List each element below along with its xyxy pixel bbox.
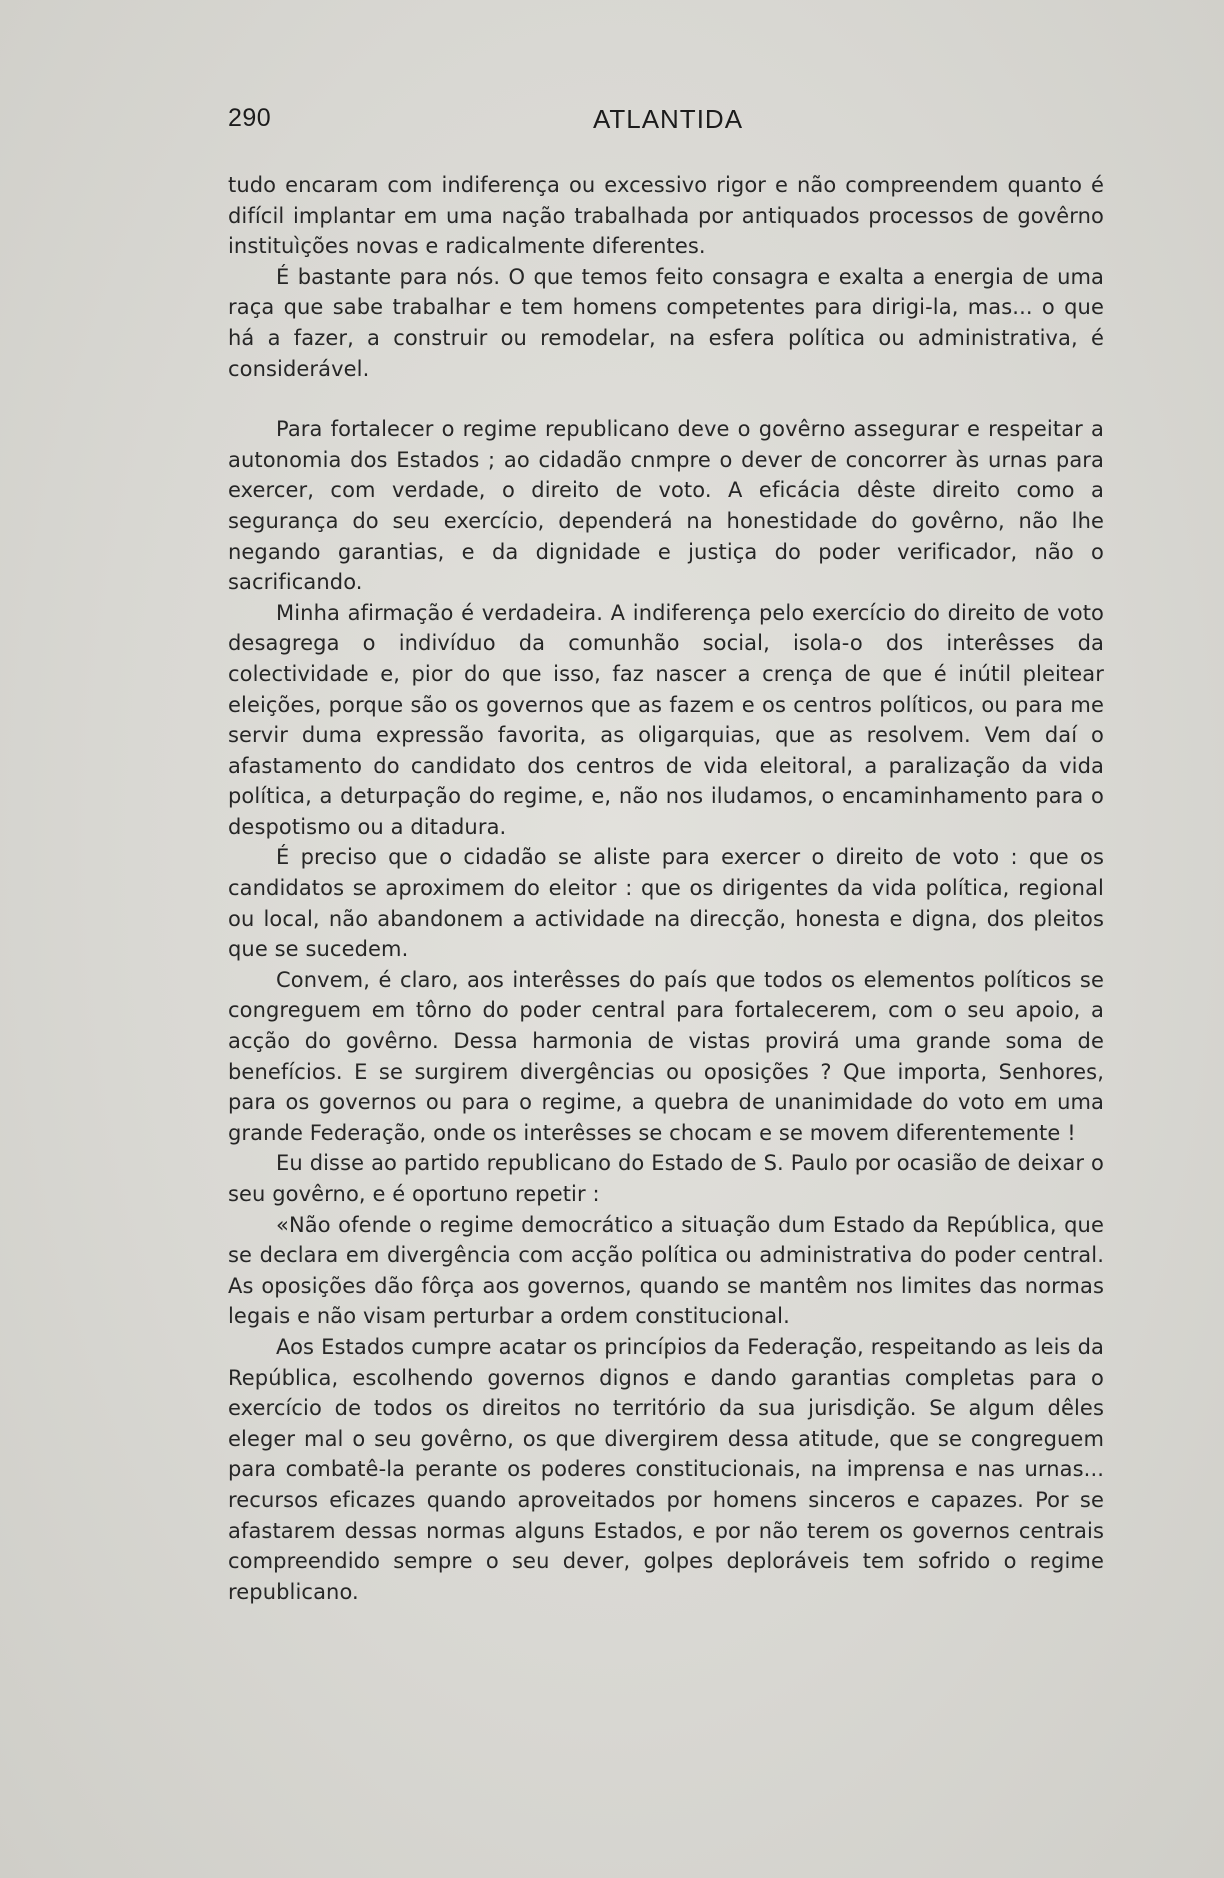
paragraph-2: É bastante para nós. O que temos feito consagra e exalta a energia de uma raça que sabe trabalhar e tem homens competentes para dirigi-la, mas... o que há a fazer, a construir ou remodelar, na esfera política ou administrativa, é considerável. bbox=[228, 264, 1104, 381]
running-title: ATLANTIDA bbox=[592, 104, 744, 134]
paragraph-9: Aos Estados cumpre acatar os princípios da Federação, respeitando as leis da República, escolhendo governos dignos e dando garantias completas para o exercício de todos os direitos no território da sua jurisdição. Se algum dêles eleger mal o seu govêrno, os que divergirem dessa atitude, que se congreguem para combatê-la perante os poderes constitucionais, na imprensa e nas urnas... recursos eficazes quando aproveitados por homens sinceros e capazes. Por se afastarem dessas normas alguns Estados, e por não terem os governos centrais compreendido sempre o seu dever, golpes deploráveis tem sofrido o regime republicano. bbox=[228, 1334, 1104, 1604]
page-header bbox=[228, 104, 1108, 140]
page-number: 290 bbox=[228, 104, 272, 132]
paragraph-8-quotation: «Não ofende o regime democrático a situação dum Estado da República, que se declara em divergência com acção política ou administrativa do poder central. As oposições dão fôrça aos governos, quando se mantêm nos limites das normas legais e não visam perturbar a ordem constitucional. bbox=[228, 1212, 1104, 1329]
paragraph-7: Eu disse ao partido republicano do Estado de S. Paulo por ocasião de deixar o seu govêrno, e é oportuno repetir : bbox=[228, 1151, 1104, 1206]
body-text bbox=[228, 170, 1104, 1607]
paragraph-1: tudo encaram com indiferença ou excessivo rigor e não compreendem quanto é difícil implantar em uma nação trabalhada por antiquados processos de govêrno instituìções novas e radicalmente diferentes. bbox=[228, 173, 1104, 259]
paragraph-3: Para fortalecer o regime republicano deve o govêrno assegurar e respeitar a autonomia dos Estados ; ao cidadão cnmpre o dever de concorrer às urnas para exercer, com verdade, o direito de voto. A eficácia dêste direito como a segurança do seu exercício, dependerá na honestidade do govêrno, não lhe negando garantias, e da dignidade e justiça do poder verificador, não o sacrificando. bbox=[228, 417, 1104, 595]
paragraph-4: Minha afirmação é verdadeira. A indiferença pelo exercício do direito de voto desagrega o indivíduo da comunhão social, isola-o dos interêsses da colectividade e, pior do que isso, faz nascer a crença de que é inútil pleitear eleições, porque são os governos que as fazem e os centros políticos, ou para me servir duma expressão favorita, as oligarquias, que as resolvem. Vem daí o afastamento do candidato dos centros de vida eleitoral, a paralização da vida política, a deturpação do regime, e, não nos iludamos, o encaminhamento para o despotismo ou a ditadura. bbox=[228, 600, 1104, 839]
paragraph-5: É preciso que o cidadão se aliste para exercer o direito de voto : que os candidatos se aproximem do eleitor : que os dirigentes da vida política, regional ou local, não abandonem a actividade na direcção, honesta e digna, dos pleitos que se sucedem. bbox=[228, 845, 1104, 962]
paragraph-6: Convem, é claro, aos interêsses do país que todos os elementos políticos se congreguem em tôrno do poder central para fortalecerem, com o seu apoio, a acção do govêrno. Dessa harmonia de vistas provirá uma grande soma de benefícios. E se surgirem divergências ou oposições ? Que importa, Senhores, para os governos ou para o regime, a quebra de unanimidade do voto em uma grande Federação, onde os interêsses se chocam e se movem diferentemente ! bbox=[228, 967, 1104, 1145]
